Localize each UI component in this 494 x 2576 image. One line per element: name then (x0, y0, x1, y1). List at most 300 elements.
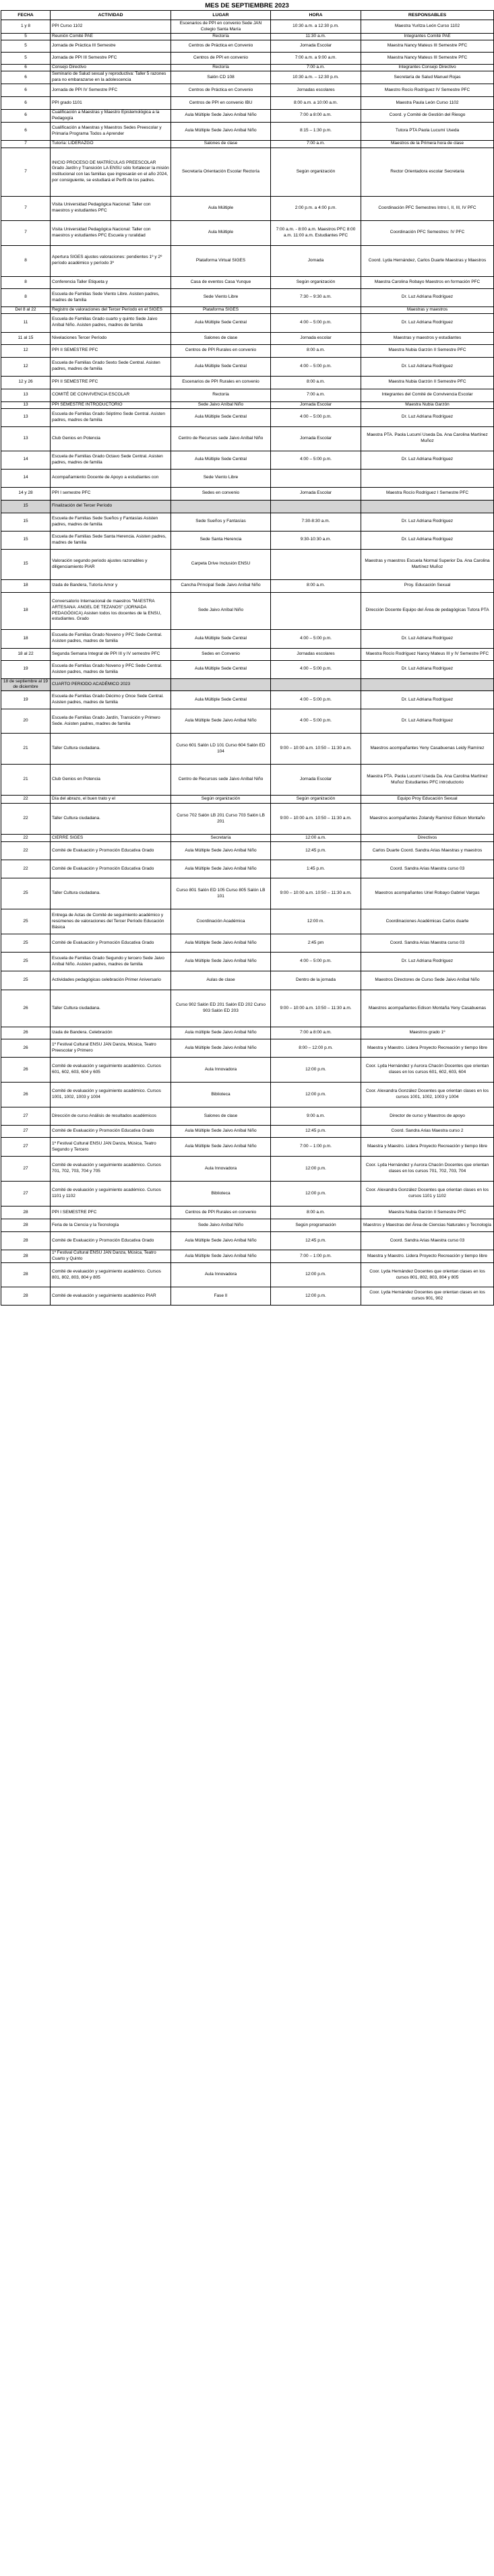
table-row (1, 1107, 494, 1126)
fecha-cell: 28 (1, 1287, 51, 1306)
table-row (1, 34, 494, 40)
actividad-cell: Dirección de curso Análisis de resultados académicos (51, 1107, 171, 1126)
table-row (1, 1182, 494, 1206)
responsables-cell: Coord. Sandra Arias Maestra curso 2 (361, 1126, 494, 1138)
actividad-cell: Seminario de Salud sexual y reproductiva: Taller 5 razones para no embarazarse en la adolescencia (51, 71, 171, 84)
hora-cell: 12:00 m. (271, 909, 361, 934)
table-row (1, 140, 494, 148)
lugar-cell: Aula Múltiple Sede Jaivo Aníbal Niño (171, 934, 271, 953)
actividad-cell: Comité de Evaluación y Promoción Educativa Grado (51, 860, 171, 878)
actividad-cell: Izada de Bandera, Tutoría Amor y (51, 579, 171, 592)
actividad-cell: Taller Cultura ciudadana. (51, 990, 171, 1027)
lugar-cell: Aula Múltiple Sede Jaivo Aníbal Niño (171, 1138, 271, 1157)
column-header-lugar: LUGAR (171, 11, 271, 20)
table-row (1, 401, 494, 408)
column-header-hora: HORA (271, 11, 361, 20)
responsables-cell: Maestra Nubia Garzón II Semestre PFC (361, 376, 494, 389)
actividad-cell: Comité de evaluación y seguimiento académico. Cursos 701, 702, 703, 704 y 705 (51, 1157, 171, 1182)
hora-cell: 12:00 p.m. (271, 1058, 361, 1083)
table-row (1, 579, 494, 592)
responsables-cell: Maestra PTA. Paola Lucumí Useda Da. Ana Carolina Martínez Muñoz (361, 426, 494, 451)
fecha-cell: 18 de septiembre al 19 de diciembre (1, 678, 51, 691)
actividad-cell: Consejo Directivo (51, 65, 171, 71)
fecha-cell: 28 (1, 1250, 51, 1263)
hora-cell: 11:30 a.m. (271, 34, 361, 40)
actividad-cell: Escuela de Familias Sede Santa Herencia. Asisten padres, madres de familia (51, 531, 171, 549)
table-row (1, 531, 494, 549)
lugar-cell: Sede Jaivo Aníbal Niño (171, 401, 271, 408)
lugar-cell: Aula Múltiple Sede Jaivo Aníbal Niño (171, 709, 271, 734)
hora-cell: Jornada escolar (271, 332, 361, 344)
lugar-cell: Fase II (171, 1287, 271, 1306)
fecha-cell: 13 (1, 408, 51, 426)
table-row (1, 842, 494, 860)
actividad-cell: Jornada de PPI III Semestre PFC (51, 53, 171, 65)
responsables-cell: Coordinación PFC Semestres Intro I, II, III, IV PFC (361, 196, 494, 220)
table-row (1, 804, 494, 835)
actividad-cell: Escuela de Familias Grado Segundo y tercero Sede Jaivo Aníbal Niño. Asisten padres, madres de familia (51, 953, 171, 971)
table-row (1, 629, 494, 648)
actividad-cell: Finalización del Tercer Período (51, 500, 171, 513)
schedule-table (1, 10, 494, 1306)
fecha-cell: 8 (1, 245, 51, 276)
table-row (1, 97, 494, 110)
responsables-cell: Equipo Proy Educación Sexual (361, 796, 494, 804)
actividad-cell: Escuela de Familias Grado Jardín, Transición y Primero Sede. Asisten padres, madres de familia (51, 709, 171, 734)
fecha-cell: 12 y 26 (1, 376, 51, 389)
actividad-cell: Conferencia Taller Etiqueta y (51, 276, 171, 288)
actividad-cell: INICIO PROCESO DE MATRÍCULAS PREESCOLAR Grado Jardín y Transición LA ENSU sólo fortalecer la misión institucional con las familias que ingresarán en el año 2024, por consiguiente, se estudiará el Perfil de los padres. (51, 148, 171, 196)
fecha-cell: 6 (1, 110, 51, 123)
fecha-cell: 26 (1, 1058, 51, 1083)
fecha-cell: 28 (1, 1232, 51, 1250)
lugar-cell: Salones de clase (171, 140, 271, 148)
fecha-cell: 15 (1, 531, 51, 549)
hora-cell: 4:00 – 5:00 p.m. (271, 451, 361, 469)
lugar-cell: Aula Múltiple Sede Central (171, 451, 271, 469)
lugar-cell: Curso 702 Salón LB 201 Curso 703 Salón LB 201 (171, 804, 271, 835)
hora-cell: 7:00 a 8:00 a.m. (271, 1027, 361, 1039)
actividad-cell: Escuela de Familias Grado Sexto Sede Central. Asisten padres, madres de familia (51, 357, 171, 376)
fecha-cell: 6 (1, 71, 51, 84)
actividad-cell: Escuela de Familias Grado Séptimo Sede Central. Asisten padres, madres de familia (51, 408, 171, 426)
lugar-cell: Curso 902 Salón ED 201 Salón ED 202 Curso 903 Salón ED 203 (171, 990, 271, 1027)
fecha-cell: 8 (1, 276, 51, 288)
responsables-cell: Coord. y Comité de Gestión del Riesgo (361, 110, 494, 123)
fecha-cell: 6 (1, 122, 51, 140)
actividad-cell: Taller Cultura ciudadana. (51, 878, 171, 909)
lugar-cell: Centro de Recursos sede Jaivo Aníbal Niño (171, 765, 271, 796)
responsables-cell: Maestra Carolina Robayo Maestros en formación PFC (361, 276, 494, 288)
table-row (1, 648, 494, 660)
actividad-cell: Club Genios en Potencia (51, 765, 171, 796)
fecha-cell: 25 (1, 934, 51, 953)
responsables-cell: Dr. Luz Adriana Rodríguez (361, 513, 494, 531)
actividad-cell: Segunda Semana Integral de PPI III y IV semestre PFC (51, 648, 171, 660)
hora-cell: 12:00 p.m. (271, 1157, 361, 1182)
fecha-cell: 13 (1, 426, 51, 451)
table-row (1, 84, 494, 97)
fecha-cell: 19 (1, 691, 51, 709)
fecha-cell: 14 (1, 451, 51, 469)
table-row (1, 1039, 494, 1058)
lugar-cell: Aula Múltiple Sede Jaivo Aníbal Niño (171, 953, 271, 971)
table-row (1, 40, 494, 53)
hora-cell (271, 307, 361, 313)
responsables-cell: Dr. Luz Adriana Rodríguez (361, 408, 494, 426)
hora-cell: 12:00 p.m. (271, 1287, 361, 1306)
lugar-cell: Centros de Práctica en Convenio (171, 40, 271, 53)
fecha-cell: 25 (1, 878, 51, 909)
hora-cell: Jornadas escolares (271, 648, 361, 660)
actividad-cell: Escuela de Familias Grado Décimo y Once Sede Central. Asisten padres, madres de familia (51, 691, 171, 709)
actividad-cell: Taller Cultura ciudadana. (51, 804, 171, 835)
fecha-cell: 7 (1, 140, 51, 148)
fecha-cell: 19 (1, 660, 51, 678)
hora-cell: 9:00 – 10:00 a.m. 10:50 – 11:30 a.m. (271, 878, 361, 909)
responsables-cell: Maestra Nancy Mateus III Semestre PFC (361, 53, 494, 65)
responsables-cell: Maestra Rocío Rodríguez I Semestre PFC (361, 487, 494, 500)
actividad-cell: PPI SEMESTRE INTRODUCTORIO (51, 401, 171, 408)
fecha-cell: 21 (1, 765, 51, 796)
fecha-cell: 22 (1, 860, 51, 878)
hora-cell: Jornada (271, 245, 361, 276)
hora-cell: 9:30-10:30 a.m. (271, 531, 361, 549)
lugar-cell: Plataforma SIGES (171, 307, 271, 313)
actividad-cell: PPI grado 1101 (51, 97, 171, 110)
responsables-cell: Dr. Luz Adriana Rodríguez (361, 629, 494, 648)
lugar-cell: Secretaría Orientación Escolar Rectoría (171, 148, 271, 196)
actividad-cell: Comité de Evaluación y Promoción Educativa Grado (51, 1126, 171, 1138)
responsables-cell: Coor. Alexandra González Docentes que orientan clases en los cursos 1101 y 1102 (361, 1182, 494, 1206)
responsables-cell: Coor. Alexandra González Docentes que orientan clases en los cursos 1001, 1002, 1003 y 1004 (361, 1083, 494, 1107)
table-row (1, 469, 494, 487)
actividad-cell: CUARTO PERIODO ACADÉMICO 2023 (51, 678, 171, 691)
responsables-cell (361, 500, 494, 513)
hora-cell: Jornadas escolares (271, 84, 361, 97)
actividad-cell: Nivelaciones Tercer Período (51, 332, 171, 344)
hora-cell (271, 500, 361, 513)
hora-cell: 4:00 – 5:00 p.m. (271, 357, 361, 376)
hora-cell: 9:00 – 10:00 a.m. 10:50 – 11:30 a.m. (271, 990, 361, 1027)
responsables-cell: Maestra Rocío Rodríguez Nancy Mateus III y IV Semestre PFC (361, 648, 494, 660)
actividad-cell: 1º Festival Cultural ENSU JAN Danza, Música, Teatro Preescolar y Primero (51, 1039, 171, 1058)
fecha-cell: Del 8 al 22 (1, 307, 51, 313)
hora-cell: 12:45 p.m. (271, 1126, 361, 1138)
responsables-cell: Integrantes del Comité de Convivencia Escolar (361, 389, 494, 401)
lugar-cell: Aula Múltiple Sede Central (171, 660, 271, 678)
table-row (1, 344, 494, 357)
responsables-cell: Maestras y maestros (361, 307, 494, 313)
table-row (1, 734, 494, 765)
responsables-cell: Maestra y Maestro. Lidera Proyecto Recreación y tiempo libre (361, 1250, 494, 1263)
responsables-cell: Dr. Luz Adriana Rodríguez (361, 357, 494, 376)
fecha-cell: 14 y 28 (1, 487, 51, 500)
table-row (1, 1250, 494, 1263)
responsables-cell: Dr. Luz Adriana Rodríguez (361, 660, 494, 678)
lugar-cell: Aula Innovadora (171, 1263, 271, 1287)
hora-cell: Jornada Escolar (271, 426, 361, 451)
responsables-cell: Coordinaciones Académicas Carlos duarte (361, 909, 494, 934)
hora-cell: Jornada Escolar (271, 765, 361, 796)
actividad-cell: Tutoría: LIDERAZGO (51, 140, 171, 148)
hora-cell: 7:30 – 9:30 a.m. (271, 288, 361, 307)
lugar-cell: Aula Múltiple (171, 196, 271, 220)
fecha-cell: 11 (1, 313, 51, 332)
lugar-cell: Escenarios de PPI en convenio Sede JAN Colegio Santa María (171, 20, 271, 34)
responsables-cell: Coord. Sandra Arias Maestra curso 03 (361, 1232, 494, 1250)
responsables-cell: Carlos Duarte Coord. Sandra Arias Maestras y maestros (361, 842, 494, 860)
hora-cell (271, 469, 361, 487)
actividad-cell: 1º Festival Cultural ENSU JAN Danza, Música, Teatro Cuarto y Quinto (51, 1250, 171, 1263)
actividad-cell: Acompañamiento Docente de Apoyo a estudiantes con (51, 469, 171, 487)
responsables-cell: Coor. Lyda Hernández Docentes que orientan clases en los cursos 801, 802, 803, 804 y 805 (361, 1263, 494, 1287)
fecha-cell: 7 (1, 196, 51, 220)
fecha-cell: 28 (1, 1263, 51, 1287)
fecha-cell: 22 (1, 804, 51, 835)
responsables-cell (361, 469, 494, 487)
table-row (1, 971, 494, 990)
table-row (1, 332, 494, 344)
hora-cell: 4:00 – 5:00 p.m. (271, 691, 361, 709)
fecha-cell: 25 (1, 909, 51, 934)
table-row (1, 148, 494, 196)
fecha-cell: 27 (1, 1138, 51, 1157)
fecha-cell: 8 (1, 288, 51, 307)
hora-cell: 8:00 a.m. a 10:00 a.m. (271, 97, 361, 110)
actividad-cell: Comité de evaluación y seguimiento académico. Cursos 801, 802, 803, 804 y 805 (51, 1263, 171, 1287)
fecha-cell: 7 (1, 148, 51, 196)
table-row (1, 878, 494, 909)
actividad-cell: Apertura SIGES ajustes valoraciones: pendientes 1º y 2º período académico y período 3º (51, 245, 171, 276)
table-row (1, 426, 494, 451)
actividad-cell: Comité de Evaluación y Promoción Educativa Grado (51, 1232, 171, 1250)
hora-cell: 8:00 a.m. (271, 376, 361, 389)
table-row (1, 592, 494, 629)
lugar-cell: Aula Innovadora (171, 1157, 271, 1182)
hora-cell: 4:00 – 5:00 p.m. (271, 709, 361, 734)
actividad-cell: Comité de Evaluación y Promoción Educativa Grado (51, 842, 171, 860)
lugar-cell: Según organización (171, 796, 271, 804)
lugar-cell: Centros de Práctica en Convenio (171, 84, 271, 97)
responsables-cell: Dr. Luz Adriana Rodríguez (361, 691, 494, 709)
lugar-cell: Aula Múltiple Sede Jaivo Aníbal Niño (171, 1250, 271, 1263)
lugar-cell: Coordinación Académica (171, 909, 271, 934)
fecha-cell: 6 (1, 84, 51, 97)
responsables-cell: Maestra Yuritza León Curso 1102 (361, 20, 494, 34)
responsables-cell: Maestra Nubia Garzón II Semestre PFC (361, 1206, 494, 1219)
actividad-cell: Jornada de PPI IV Semestre PFC (51, 84, 171, 97)
responsables-cell: Maestra Nubia Garzón (361, 401, 494, 408)
hora-cell: 12:00 p.m. (271, 1263, 361, 1287)
hora-cell: 7:00 – 1:00 p.m. (271, 1138, 361, 1157)
table-header-row (1, 11, 494, 20)
fecha-cell: 12 (1, 357, 51, 376)
table-row (1, 122, 494, 140)
table-row (1, 196, 494, 220)
hora-cell: 7:00 a.m. - 8:00 a.m. Maestros PFC 8:00 a.m. 11:00 a.m. Estudiantes PFC (271, 220, 361, 245)
table-row (1, 65, 494, 71)
hora-cell: 12:00 p.m. (271, 1182, 361, 1206)
table-row (1, 1263, 494, 1287)
table-row (1, 765, 494, 796)
table-row (1, 288, 494, 307)
lugar-cell (171, 500, 271, 513)
table-row (1, 796, 494, 804)
page-title: MES DE SEPTIEMBRE 2023 (205, 2, 289, 9)
lugar-cell: Aula Múltiple Sede Central (171, 313, 271, 332)
table-row (1, 53, 494, 65)
hora-cell: 12:45 p.m. (271, 1232, 361, 1250)
actividad-cell: Escuela de Familias Grado Octavo Sede Central. Asisten padres, madres de familia (51, 451, 171, 469)
actividad-cell: Taller Cultura ciudadana. (51, 734, 171, 765)
responsables-cell: Maestros grado 1º (361, 1027, 494, 1039)
fecha-cell: 14 (1, 469, 51, 487)
actividad-cell: Cualificación a Maestras y Maestros Sedes Preescolar y Primaria Programa Todos a Aprender (51, 122, 171, 140)
responsables-cell: Dirección Docente Equipo del Área de pedagógicas Tutora PTA (361, 592, 494, 629)
lugar-cell: Aula Innovadora (171, 1058, 271, 1083)
responsables-cell: Integrantes Comité PAE (361, 34, 494, 40)
hora-cell: Jornada Escolar (271, 40, 361, 53)
responsables-cell: Maestra y Maestro. Lidera Proyecto Recreación y tiempo libre (361, 1138, 494, 1157)
table-row (1, 389, 494, 401)
actividad-cell: Feria de la Ciencia y la Tecnología (51, 1219, 171, 1232)
fecha-cell: 5 (1, 53, 51, 65)
responsables-cell: Dr. Luz Adriana Rodríguez (361, 313, 494, 332)
actividad-cell: PPI I semestre PFC (51, 487, 171, 500)
responsables-cell: Maestros Directores de Curso Sede Jaivo Aníbal Niño (361, 971, 494, 990)
table-row (1, 1027, 494, 1039)
table-row (1, 1157, 494, 1182)
responsables-cell: Maestras y maestros y estudiantes (361, 332, 494, 344)
actividad-cell: PPI II SEMESTRE PFC (51, 344, 171, 357)
hora-cell: 2:45 pm (271, 934, 361, 953)
hora-cell: 12:45 p.m. (271, 842, 361, 860)
hora-cell (271, 549, 361, 579)
hora-cell: 4:00 – 5:00 p.m. (271, 408, 361, 426)
lugar-cell: Sedes en convenio (171, 487, 271, 500)
actividad-cell: Comité de Evaluación y Promoción Educativa Grado (51, 934, 171, 953)
hora-cell (271, 592, 361, 629)
hora-cell: Según organización (271, 796, 361, 804)
lugar-cell: Sede Viento Libre (171, 469, 271, 487)
lugar-cell: Centro de Recursos sede Jaivo Aníbal Niño (171, 426, 271, 451)
actividad-cell: Visita Universidad Pedagógica Nacional: Taller con maestros y estudiantes PFC (51, 196, 171, 220)
responsables-cell: Coord. Lyda Hernández, Carlos Duarte Maestras y Maestros (361, 245, 494, 276)
hora-cell: 9:00 – 10:00 a.m. 10:50 – 11:30 a.m. (271, 804, 361, 835)
responsables-cell: Maestros acompañantes Yeny Casabuenas Leidy Ramírez (361, 734, 494, 765)
fecha-cell: 26 (1, 990, 51, 1027)
actividad-cell: CIERRE SIGES (51, 835, 171, 842)
actividad-cell: PPI Curso 1102 (51, 20, 171, 34)
hora-cell: 4:00 – 5:00 p.m. (271, 313, 361, 332)
lugar-cell: Carpeta Drive Inclusión ENSU (171, 549, 271, 579)
lugar-cell: Aula Múltiple Sede Jaivo Aníbal Niño (171, 1126, 271, 1138)
lugar-cell: Aula Múltiple Sede Central (171, 629, 271, 648)
table-row (1, 110, 494, 123)
fecha-cell: 22 (1, 842, 51, 860)
actividad-cell: Izada de Bandera. Celebración (51, 1027, 171, 1039)
lugar-cell: Aula Múltiple Sede Central (171, 357, 271, 376)
lugar-cell: Centros de PPI Rurales en convenio (171, 1206, 271, 1219)
hora-cell: 9:00 – 10:00 a.m. 10:50 – 11:30 a.m. (271, 734, 361, 765)
responsables-cell: Dr. Luz Adriana Rodríguez (361, 451, 494, 469)
table-row (1, 376, 494, 389)
lugar-cell: Salones de clase (171, 1107, 271, 1126)
column-header-responsables: RESPONSABLES (361, 11, 494, 20)
responsables-cell: Proy. Educación Sexual (361, 579, 494, 592)
table-row (1, 357, 494, 376)
actividad-cell: Club Genios en Potencia (51, 426, 171, 451)
table-row (1, 709, 494, 734)
lugar-cell: Aula Múltiple Sede Central (171, 408, 271, 426)
table-row (1, 408, 494, 426)
lugar-cell: Sede Jaivo Aníbal Niño (171, 592, 271, 629)
table-row (1, 1219, 494, 1232)
table-row (1, 934, 494, 953)
hora-cell: 7:00 a 8:00 a.m. (271, 110, 361, 123)
hora-cell: Según organización (271, 276, 361, 288)
table-row (1, 860, 494, 878)
responsables-cell: Maestra Nancy Mateus III Semestre PFC (361, 40, 494, 53)
table-row (1, 71, 494, 84)
responsables-cell (361, 678, 494, 691)
fecha-cell: 15 (1, 500, 51, 513)
responsables-cell: Coord. Sandra Arias Maestra curso 03 (361, 934, 494, 953)
lugar-cell: Escenarios de PPI Rurales en convenio (171, 376, 271, 389)
actividad-cell: Escuela de Familias Grado Noveno y PFC Sede Central. Asisten padres, madres de familia (51, 629, 171, 648)
hora-cell: 8:00 a.m. (271, 1206, 361, 1219)
table-row (1, 1287, 494, 1306)
fecha-cell: 18 (1, 629, 51, 648)
table-row (1, 1126, 494, 1138)
table-row (1, 245, 494, 276)
lugar-cell: Secretaría (171, 835, 271, 842)
responsables-cell: Maestros acompañantes Uriel Robayo Gabriel Vargas (361, 878, 494, 909)
lugar-cell: Salón CD 108 (171, 71, 271, 84)
lugar-cell: Sede Viento Libre (171, 288, 271, 307)
table-row (1, 660, 494, 678)
lugar-cell: Centros de PPI en convenio (171, 53, 271, 65)
table-row (1, 1058, 494, 1083)
lugar-cell: Aula Múltiple Sede Jaivo Aníbal Niño (171, 1039, 271, 1058)
hora-cell: 4:00 – 5:00 p.m. (271, 660, 361, 678)
table-row (1, 276, 494, 288)
column-header-fecha: FECHA (1, 11, 51, 20)
table-row (1, 909, 494, 934)
lugar-cell: Rectoría (171, 34, 271, 40)
fecha-cell: 26 (1, 1027, 51, 1039)
fecha-cell: 15 (1, 549, 51, 579)
actividad-cell: Día del abrazo, el buen trato y el (51, 796, 171, 804)
hora-cell: 7:00 a.m. a 9:00 a.m. (271, 53, 361, 65)
fecha-cell: 6 (1, 97, 51, 110)
fecha-cell: 18 (1, 579, 51, 592)
fecha-cell: 27 (1, 1107, 51, 1126)
fecha-cell: 25 (1, 953, 51, 971)
lugar-cell: Aula Múltiple Sede Jaivo Aníbal Niño (171, 860, 271, 878)
actividad-cell: Visita Universidad Pedagógica Nacional: Taller con maestros y estudiantes PFC Escuela y ruralidad (51, 220, 171, 245)
fecha-cell: 25 (1, 971, 51, 990)
responsables-cell: Secretaría de Salud Manuel Rojas (361, 71, 494, 84)
lugar-cell: Aula Múltiple (171, 220, 271, 245)
responsables-cell: Maestra y Maestro. Lidera Proyecto Recreación y tiempo libre (361, 1039, 494, 1058)
responsables-cell: Coor. Lyda Hernández y Aurora Chacón Docentes que orientan clases en los cursos 601, 602, 603, 604 (361, 1058, 494, 1083)
hora-cell: Jornada Escolar (271, 401, 361, 408)
responsables-cell: Coor. Lyda Hernández y Aurora Chacón Docentes que orientan clases en los cursos 701, 702, 703, 704 (361, 1157, 494, 1182)
fecha-cell: 1 y 8 (1, 20, 51, 34)
responsables-cell: Rector Orientadora escolar Secretaria (361, 148, 494, 196)
